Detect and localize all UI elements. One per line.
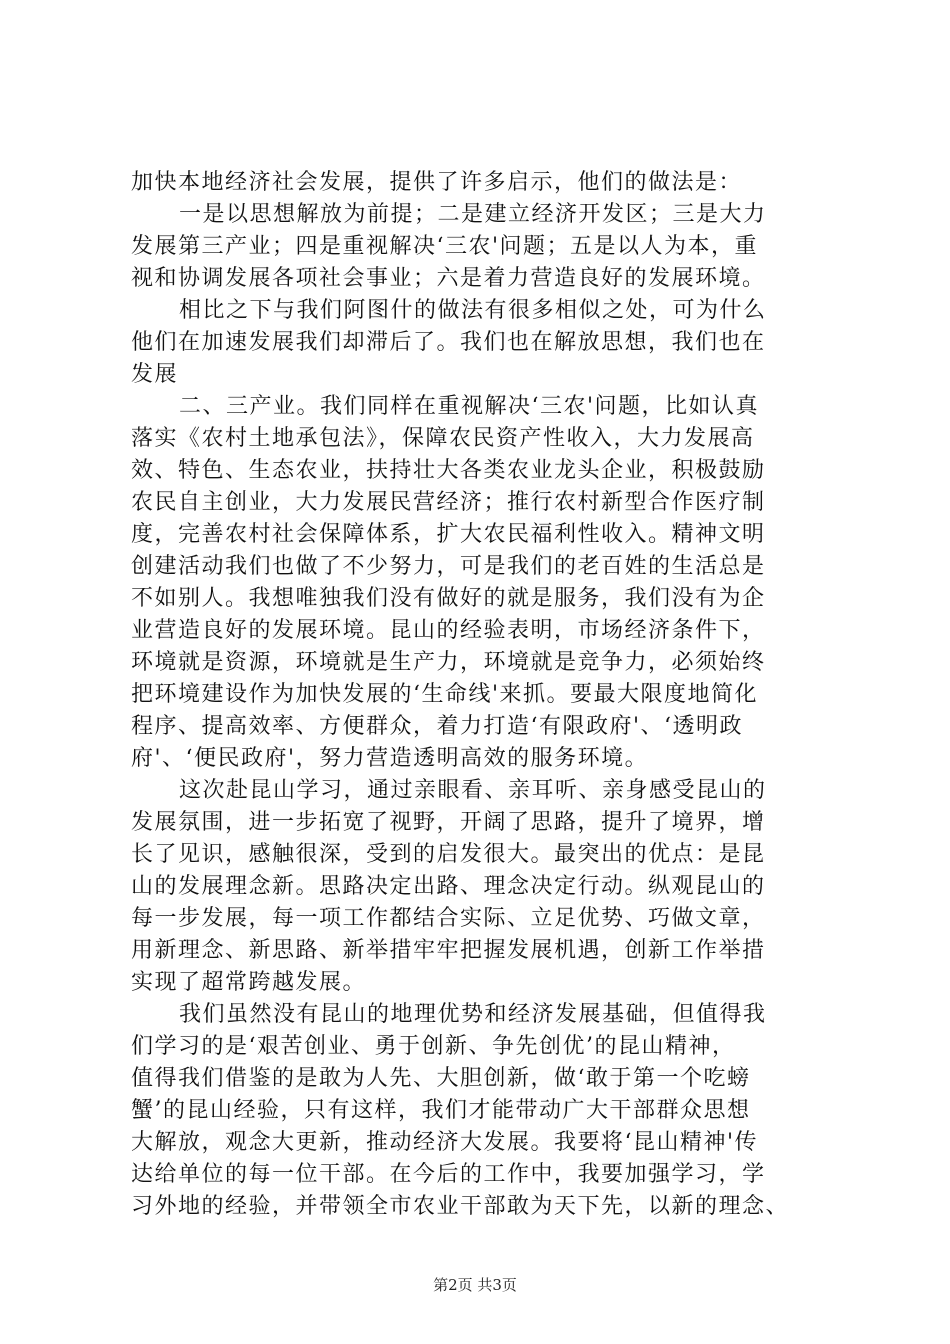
text-line: 效、特色、生态农业，扶持壮大各类农业龙头企业，积极鼓励: [131, 458, 766, 483]
text-line: 发展: [131, 362, 179, 387]
document-body: [131, 167, 835, 1223]
text-line: 习外地的经验，并带领全市农业干部敢为天下先，以新的理念、: [131, 1194, 790, 1219]
page-footer: 第2页 共3页: [433, 1276, 517, 1294]
text-line: 视和协调发展各项社会事业；六是着力营造良好的发展环境。: [131, 266, 766, 291]
text-line: 大解放，观念大更新，推动经济大发展。我要将‘昆山精神'传: [131, 1130, 759, 1155]
text-line: 创建活动我们也做了不少努力，可是我们的老百姓的生活总是: [131, 554, 766, 579]
text-line: 用新理念、新思路、新举措牢牢把握发展机遇，创新工作举措: [131, 938, 766, 963]
text-line: 农民自主创业，大力发展民营经济；推行农村新型合作医疗制: [131, 490, 766, 515]
text-line: 府'、‘便民政府'，努力营造透明高效的服务环境。: [131, 746, 649, 771]
text-line: 二、三产业。我们同样在重视解决‘三农'问题，比如认真: [179, 394, 760, 419]
text-line: 相比之下与我们阿图什的做法有很多相似之处，可为什么: [179, 298, 767, 323]
text-line: 他们在加速发展我们却滞后了。我们也在解放思想，我们也在: [131, 330, 766, 355]
text-line: 程序、提高效率、方便群众，着力打造‘有限政府'、‘透明政: [131, 714, 744, 739]
text-line: 这次赴昆山学习，通过亲眼看、亲耳听、亲身感受昆山的: [179, 778, 767, 803]
text-line: 度，完善农村社会保障体系，扩大农民福利性收入。精神文明: [131, 522, 766, 547]
text-line: 每一步发展，每一项工作都结合实际、立足优势、巧做文章，: [131, 906, 766, 931]
text-line: 长了见识，感触很深，受到的启发很大。最突出的优点：是昆: [131, 842, 766, 867]
text-line: 实现了超常跨越发展。: [131, 970, 367, 995]
text-line: 加快本地经济社会发展，提供了许多启示，他们的做法是：: [131, 170, 743, 195]
text-line: 山的发展理念新。思路决定出路、理念决定行动。纵观昆山的: [131, 874, 766, 899]
text-line: 达给单位的每一位干部。在今后的工作中，我要加强学习，学: [131, 1162, 766, 1187]
text-line: 一是以思想解放为前提；二是建立经济开发区；三是大力: [179, 202, 767, 227]
text-line: 不如别人。我想唯独我们没有做好的就是服务，我们没有为企: [131, 586, 766, 611]
text-line: 发展氛围，进一步拓宽了视野，开阔了思路，提升了境界，增: [131, 810, 766, 835]
text-line: 环境就是资源，环境就是生产力，环境就是竞争力，必须始终: [131, 650, 766, 675]
text-line: 们学习的是‘艰苦创业、勇于创新、争先创优’的昆山精神，: [131, 1034, 736, 1059]
text-line: 业营造良好的发展环境。昆山的经验表明，市场经济条件下，: [131, 618, 766, 643]
text-line: 我们虽然没有昆山的地理优势和经济发展基础，但值得我: [179, 1002, 767, 1027]
text-line: 落实《农村土地承包法》，保障农民资产性收入，大力发展高: [131, 426, 755, 451]
text-line: 发展第三产业；四是重视解决‘三农'问题；五是以人为本，重: [131, 234, 759, 259]
text-line: 把环境建设作为加快发展的‘生命线'来抓。要最大限度地简化: [131, 682, 759, 707]
text-line: 值得我们借鉴的是敢为人先、大胆创新，做‘敢于第一个吃螃: [131, 1066, 751, 1091]
text-line: 蟹’的昆山经验，只有这样，我们才能带动广大干部群众思想: [131, 1098, 751, 1123]
